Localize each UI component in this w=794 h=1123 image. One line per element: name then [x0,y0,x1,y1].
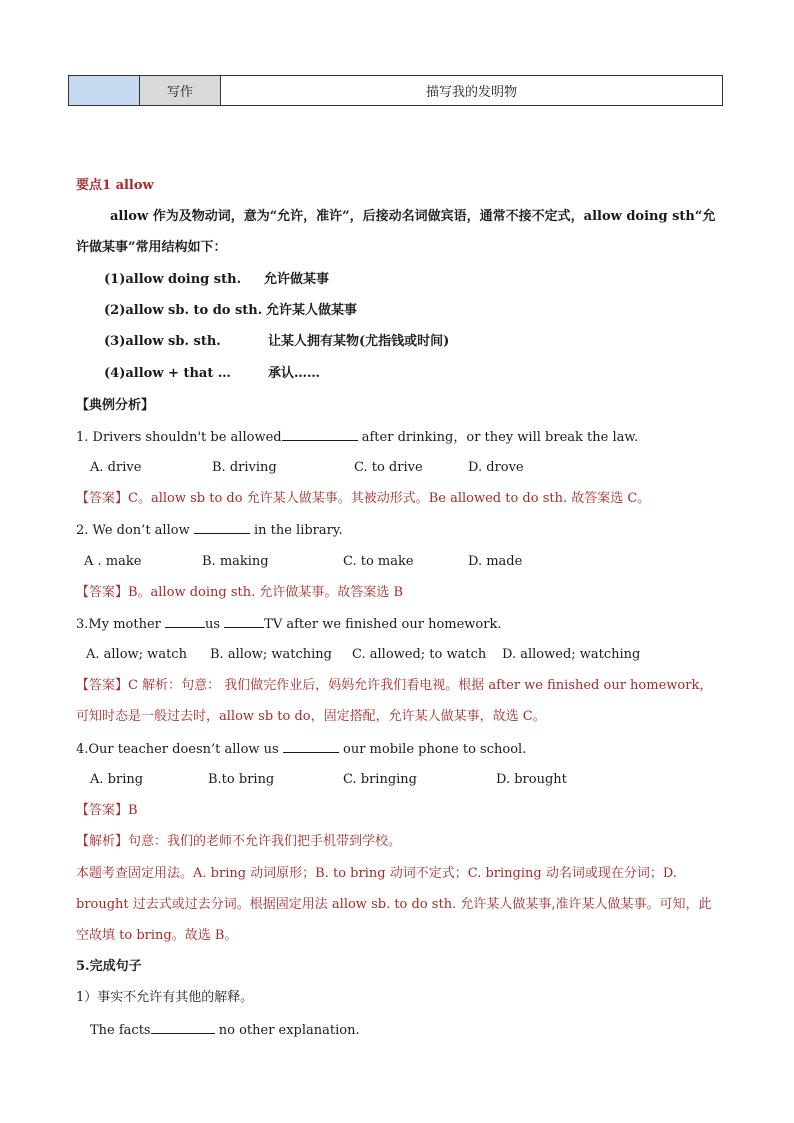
point-intro-line2: 许做某事”常用结构如下： [76,240,227,255]
question-3: 3.My mother us TV after we finished our homework. [76,617,502,632]
header-cell-topic: 描写我的发明物 [425,85,517,100]
q4-option-b: B.to bring [208,772,275,787]
answer-blank [283,740,339,753]
q4-option-d: D. brought [496,772,567,787]
q4-explanation-line3: 空故填 to bring。故选 B。 [76,928,238,943]
question-2: 2. We don’t allow in the library. [76,523,343,538]
q1-option-b: B. driving [212,460,277,475]
q3-option-b: B. allow; watching [210,647,332,662]
structure-meaning-1: 允许做某事 [264,272,330,287]
q4-option-a: A. bring [90,772,144,787]
q4-analysis: 【解析】句意：我们的老师不允许我们把手机带到学校。 [76,834,402,849]
structure-meaning-3: 让某人拥有某物(尤指钱或时间) [268,334,450,349]
q5-item-1: 1）事实不允许有其他的解释。 [76,990,254,1005]
structure-form-2: (2)allow sb. to do sth. [104,303,263,318]
answer-blank [151,1021,215,1034]
q2-answer: 【答案】B。allow doing sth. 允许做某事。故答案选 B [76,585,404,600]
q2-option-c: C. to make [343,554,414,569]
q1-answer: 【答案】C。allow sb to do 允许某人做某事。其被动形式。Be allowed to do sth. 故答案选 C。 [76,491,651,506]
q4-explanation-line2: brought 过去式或过去分词。根据固定用法 allow sb. to do sth. 允许某人做某事,准许某人做某事。可知，此 [76,897,712,912]
answer-blank [194,521,250,534]
q2-option-d: D. made [468,554,523,569]
q1-option-d: D. drove [468,460,524,475]
q4-answer: 【答案】B [76,803,138,818]
q3-answer-line2: 可知时态是一般过去时，allow sb to do，固定搭配，允许某人做某事，故选 C。 [76,709,546,724]
q4-option-c: C. bringing [343,772,417,787]
q3-option-a: A. allow; watch [86,647,187,662]
q4-explanation-line1: 本题考查固定用法。A. bring 动词原形；B. to bring 动词不定式；C. bringing 动名词或现在分词；D. [76,866,677,881]
answer-blank [165,615,205,628]
question-4: 4.Our teacher doesn’t allow us our mobile phone to school. [76,742,527,757]
answer-blank [224,615,264,628]
q3-option-c: C. allowed; to watch [352,647,487,662]
q2-option-b: B. making [202,554,269,569]
q1-option-a: A. drive [90,460,142,475]
answer-blank [282,428,358,441]
structure-form-3: (3)allow sb. sth. [104,334,221,349]
structure-meaning-2: 允许某人做某事 [266,303,358,318]
q3-option-d: D. allowed; watching [502,647,641,662]
header-table [68,75,723,106]
q1-option-c: C. to drive [354,460,423,475]
structure-form-1: (1)allow doing sth. [104,272,242,287]
q3-answer-line1: 【答案】C 解析：句意： 我们做完作业后，妈妈允许我们看电视。根据 after we finished our homework， [76,678,713,693]
point-title: 要点1 allow [76,178,154,193]
point-intro-line1: allow 作为及物动词，意为“允许，准许”，后接动名词做宾语，通常不接不定式，allow doing sth“允 [110,209,716,224]
question-5-title: 5.完成句子 [76,959,142,974]
question-1: 1. Drivers shouldn't be allowed after drinking，or they will break the law. [76,430,639,445]
structure-form-4: (4)allow + that … [104,366,231,381]
section-title: 【典例分析】 [76,398,155,413]
header-cell-category: 写作 [140,76,221,105]
q2-option-a: A . make [84,554,142,569]
structure-meaning-4: 承认…… [268,366,321,381]
q5-sentence-1: The facts no other explanation. [90,1023,360,1038]
header-cell-blank [69,76,140,105]
